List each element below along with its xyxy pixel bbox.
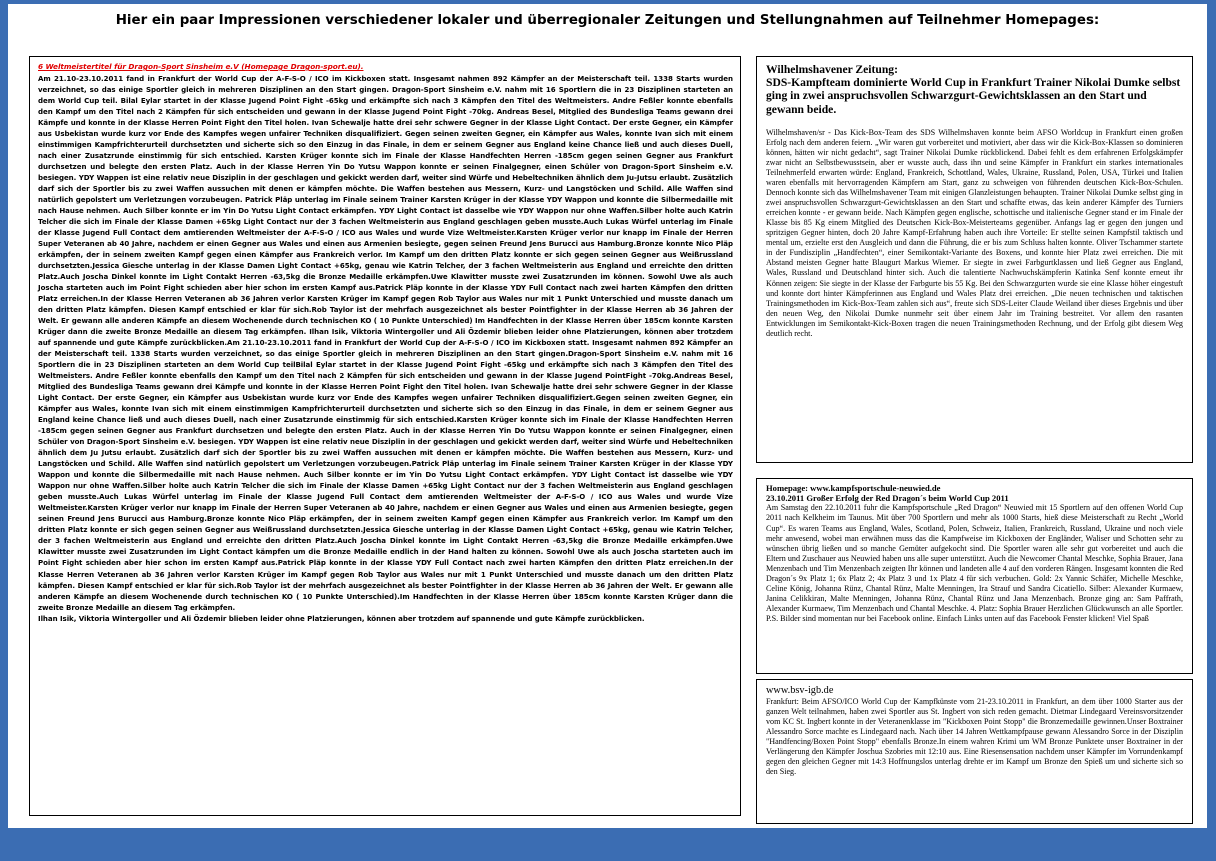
bsv-article: [756, 679, 1193, 824]
kampfsportschule-article: [756, 478, 1193, 674]
wilhelmshaven-body: Wilhelmshaven/sr - Das Kick-Box-Team des SDS Wilhelmshaven konnte beim AFSO Worldcup in Frankfurt einen großen Erfolg nach dem anderen feiern. „Wir waren gut vorbereitet und motiviert, aber dass wir die Kick-Box-Klassen so dominieren können, hätten wir nicht gedacht“, sagt Trainer Nikolai Dumke rückblickend. Dabei fehlt es dem erfahrenen Erfolgskämpfer zwar nicht an Selbstbewusstsein, aber er wusste auch, dass ihn und seine Kämpfer in Frankfurt ein starkes internationales Teilnehmerfeld erwarten würde: England, Frankreich, Schottland, Wales, Ukraine, Russland, Polen, USA, Türkei und Italien waren ebenfalls mit hervorragenden Kämpfern am Start, ganz zu schweigen von führenden deutschen Kick-Box-Schulen. Dennoch konnte sich das Wilhelmshavener Team mit einigen Glanzleistungen behaupten. Trainer Nikolai Dumke selbst ging in zwei anspruchsvollen Schwarzgurt-Gewichtsklassen an den Start und schaffte etwas, das kein anderer Kämpfer des Turniers erreichen konnte - er gewann beide. Nach Kämpfen gegen englische, schottische und italienische Gegner stand er im Finale der Klasse bis 85 Kg einem Mitglied des Deutschen Kick-Box-Meisterteams gegenüber. Anfangs lag er gegen den jungen und spritzigen Gegner hinten, doch 20 Jahre Kampf-Erfahrung haben auch ihre Vorteile: Er stellte seinen Kampfstil taktisch und mental um, erzielte erst den Ausgleich und dann die Führung, die er bis zum Schluss halten konnte. Oliver Tschammer startete in der Fundisziplin „Handfechten“, einer Semikontakt-Variante des Boxens, und konnte hier Platz zwei erreichen. Die mit Abstand meisten Gegner hatte Blaugurt Markus Wiemer. Er siegte in zwei Farbgurtklassen und ließ Gegner aus England, Wales, Russland und Deutschland hinter sich. Auch die talentierte Nachwuchskämpferin Katinka Senf konnte erneut ihr Können zeigen: Sie siegte in der Klasse der Farbgurte bis 55 Kg. Bei den Schwarzgurten wurde sie eine Klasse höher eingestuft und konnte dort hinter Kämpferinnen aus England und Wales Platz drei erreichen. „Die neuen technischen und taktischen Trainingsmethoden im Kick-Box-Team zahlen sich aus“, freute sich SDS-Leiter Claude Weiland über dieses Ergebnis und über den neuen Weg, den Nikolai Dumke nunmehr seit über einem Jahr im Training bestreitet. Vor allem den rasanten Entwicklungen im Semikontakt-Kick-Boxen tragen die neuen Trainingsmethoden Rechnung, und der Erfolg gibt diesem Weg deutlich recht.: [766, 127, 1183, 338]
wilhelmshaven-article: [756, 56, 1193, 463]
dragon-sport-heading: 6 Weltmeistertitel für Dragon-Sport Sinsheim e.V (Homepage Dragon-sport.eu).: [38, 62, 364, 71]
page-title: Hier ein paar Impressionen verschiedener lokaler und überregionaler Zeitungen und Stellungnahmen auf Teilnehmer Homepages:: [115, 13, 1100, 28]
dragon-sport-body: Am 21.10-23.10.2011 fand in Frankfurt der World Cup der A-F-S-O / ICO im Kickboxen statt. Insgesamt nahmen 892 Kämpfer an der Meisterschaft teil. 1338 Starts wurden verzeichnet, so das einige Sportler gleich in mehreren Disziplinen an den Start gingen. Dragon-Sport Sinsheim e.V. nahm mit 16 Sportlern die in 23 Disziplinen starteten an dem World Cup teil. Bilal Eylar startet in der Klasse Jugend Point Fight -65kg und erkämpfte sich nach 3 Kämpfen den Titel des Weltmeisters. Andre Feßler konnte ebenfalls den Kampf um den Titel nach 2 Kämpfen für sich entscheiden und gewann in der Klasse Jugend Point Fight -70kg. Andreas Besel, Mitglied des Bundesliga Teams gewann drei Kämpfe und konnte in der Klasse Herren Point Fight den Titel holen. Ivan Schewalje hatte drei sehr schwere Gegner in der Klasse Light Contact. Der erste Gegner, ein Kämpfer aus Usbekistan wurde kurz vor Ende des Kampfes wegen unfairer Techniken disqualifiziert. Gegen seinen zweiten Gegner, ein Kämpfer aus Wales, konnte Ivan sich mit einem einstimmigen Kampfrichterurteil durchsetzten und sicherte sich so den Einzug in das Finale, in dem er seinem Gegner aus England keine Chance ließ und auch dieses Duell, nach einer Zusatzrunde einstimmig für sich entschied. Karsten Krüger konnte sich im Finale der Klasse Handfechten Herren -185cm gegen seinen Gegner aus Frankfurt durchsetzen und belegte den ersten Platz. Auch in der Klasse Herren Yin Do Yutsu Wappon konnte er seinen Finalgegner, einen Schüler von Dragon-Sport Sinsheim e.V. besiegen. YDY Wappen ist eine relativ neue Disziplin in der geschlagen und gekickt werden darf, weiter sind Würfe und Hebeltechniken ähnlich dem Ju-Jutsu erlaubt. Zusätzlich darf sich der Sportler bis zu zwei Waffen aussuchen mit denen er kämpfen möchte. Die Waffen bestehen aus Messern, Kurz- und Langstöcken und Schild. Alle Waffen sind natürlich gepolstert um Verletzungen vorzubeugen. Patrick Pläp unterlag im Finale seinem Trainer Karsten Krüger in der Klasse YDY Wappon und konnte die Silbermedaille mit nach Hause nehmen. Auch Silber konnte er im Yin Do Yutsu Light Contact erkämpfen. YDY Light Contact ist dasselbe wie YDY Wappon nur ohne Waffen.Silber holte auch Katrin Telcher die sich im Finale der Klasse Damen +65kg Light Contact nur der 3 fachen Weltmeisterin aus England geschlagen geben musste.Auch Lukas Würfel unterlag im Finale der Klasse Jugend Full Contact dem amtierenden Weltmeister der A-F-S-O / ICO aus Wales und wurde Vize Weltmeister.Karsten Krüger verlor nur knapp im Finale der Herren Super Veteranen ab 40 Jahre, nachdem er einen Gegner aus Wales und einen aus Armenien besiegte, gegen seinen Freund Jens Burucci aus Hamburg.Bronze konnte Nico Pläp erkämpfen, der in seinem zweiten Kampf gegen einen Kämpfer aus Frankreich verlor. Im Kampf um den dritten Platz konnte er sich gegen seinen Gegner aus Weißrussland durchsetzten.Jessica Giesche unterlag in der Klasse Damen Light Contact +65kg, genau wie Katrin Telcher, der 3 fachen Weltmeisterin aus England und erreichte den dritten Platz.Auch Joscha Dinkel konnte im Light Contakt Herren -63,5kg die Bronze Medaille erkämpfen.Uwe Klawitter musste zwei Zusatzrunden im können. Sowohl Uwe als auch Joscha starteten auch im Point Fight schieden aber hier schon im ersten Kampf aus.Patrick Pläp konnte in der Klasse YDY Full Contact nach zwei harten Kämpfen den dritten Platz erreichen.In der Klasse Herren Veteranen ab 36 Jahren verlor Karsten Krüger im Kampf gegen Rob Taylor aus Wales nur mit 1 Punkt Unterschied und musste danach um den dritten Platz kämpfen. Diesen Kampf entschied er klar für sich.Rob Taylor ist der mehrfach ausgezeichnet als bester Pointfighter in der Klasse Herren ab 36 Jahren der Welt. Er gewann alle anderen Kämpfe an diesem Wochenende durch technischen KO ( 10 Punkte Unterschied) Im Handfechten in der Klasse Herren über 185cm konnte Karsten Krüger dann die zweite Bronze Medaille an diesem Tag erkämpfen. Ilhan Isik, Viktoria Wintergoller und Ali Özdemir blieben leider ohne Platzierungen, können aber trotzdem auf spannende und gute Kämpfe zurückblicken.Am 21.10-23.10.2011 fand in Frankfurt der World Cup der A-F-S-O / ICO im Kickboxen statt. Insgesamt nahmen 892 Kämpfer an der Meisterschaft teil. 1338 Starts wurden verzeichnet, so das einige Sportler gleich in mehreren Disziplinen an den Start gingen.Dragon-Sport Sinsheim e.V. nahm mit 16 Sportlern die in 23 Disziplinen starteten an dem World Cup teilBilal Eylar startet in der Klasse Jugend Point Fight -65kg und erkämpfte sich nach 3 Kämpfen den Titel des Weltmeisters. Andre Feßler konnte ebenfalls den Kampf um den Titel nach 2 Kämpfen für sich entscheiden und gewann in der Klasse Jugend PointFight -70kg.Andreas Besel, Mitglied des Bundesliga Teams gewann drei Kämpfe und konnte in der Klasse Herren Point Fight den Titel holen. Ivan Schewalje hatte drei sehr schwere Gegner in der Klasse Light Contact. Der erste Gegner, ein Kämpfer aus Usbekistan wurde kurz vor Ende des Kampfes wegen unfairer Techniken disqualifiziert.Gegen seinen zweiten Gegner, ein Kämpfer aus Wales, konnte Ivan sich mit einem einstimmigen Kampfrichterurteil durchsetzten und sicherte sich so den Einzug in das Finale, in dem er seinem Gegner aus England keine Chance ließ und auch dieses Duell, nach einer Zusatzrunde einstimmig für sich entschied.Karsten Krüger konnte sich im Finale der Klasse Handfechten Herren -185cm gegen seinen Gegner aus Frankfurt durchsetzen und belegte den ersten Platz. Auch in der Klasse Herren Yin Do Yutsu Wappon konnte er seinen Finalgegner, einen Schüler von Dragon-Sport Sinsheim e.V. besiegen. YDY Wappen ist eine relativ neue Disziplin in der geschlagen und gekickt werden darf, weiter sind Würfe und Hebeltechniken ähnlich dem Ju Jutsu erlaubt. Zusätzlich darf sich der Sportler bis zu zwei Waffen aussuchen mit denen er kämpfen möchte. Die Waffen bestehen aus Messern, Kurz- und Langstöcken und Schild. Alle Waffen sind natürlich gepolstert um Verletzungen vorzubeugen.Patrick Pläp unterlag im Finale seinem Trainer Karsten Krüger in der Klasse YDY Wappon und konnte die Silbermedaille mit nach Hause nehmen. Auch Silber konnte er im Yin Do Yutsu Light Contact erkämpfen. YDY Light Contact ist dasselbe wie YDY Wappon nur ohne Waffen.Silber holte auch Katrin Telcher die sich im Finale der Klasse Damen +65kg Light Contact nur der 3 fachen Weltmeisterin aus England geschlagen geben musste.Auch Lukas Würfel unterlag im Finale der Klasse Jugend Full Contact dem amtierenden Weltmeister der A-F-S-O / ICO aus Wales und wurde Vize Weltmeister.Karsten Krüger verlor nur knapp im Finale der Herren Super Veteranen ab 40 Jahre, nachdem er einen Gegner aus Wales und einen aus Armenien besiegte, gegen seinen Freund Jens Burucci aus Hamburg.Bronze konnte Nico Pläp erkämpfen, der in seinem zweiten Kampf gegen einen Kämpfer aus Frankreich verlor. Im Kampf um den dritten Platz konnte er sich gegen seinen Gegner aus Weißrussland durchsetzten.Jessica Giesche unterlag in der Klasse Damen Light Contact +65kg, genau wie Katrin Telcher, der 3 fachen Weltmeisterin aus England und erreichte den dritten Platz.Auch Joscha Dinkel konnte im Light Contakt Herren -63,5kg die Bronze Medaille erkämpfen.Uwe Klawitter musste zwei Zusatzrunden im Light Contact kämpfen um die Bronze Medaille endlich in der Hand halten zu können. Sowohl Uwe als auch Joscha starteten auch im Point Fight schieden aber hier schon im ersten Kampf aus.Patrick Pläp konnte in der Klasse YDY Full Contact nach zwei harten Kämpfen den dritten Platz erreichen.In der Klasse Herren Veteranen ab 36 Jahren verlor Karsten Krüger im Kampf gegen Rob Taylor aus Wales nur mit 1 Punkt Unterschied und musste danach um den dritten Platz kämpfen. Diesen Kampf entschied er klar für sich.Rob Taylor ist der mehrfach ausgezeichnet als bester Pointfighter in der Klasse Herren ab 36 Jahren der Welt. Er gewann alle anderen Kämpfe an diesem Wochenende durch technischen KO ( 10 Punkte Unterschied).Im Handfechten in der Klasse Herren über 185cm konnte Karsten Krüger dann die zweite Bronze Medaille an diesem Tag erkämpfen.: [38, 73, 733, 612]
dragon-sport-closing: Ilhan Isik, Viktoria Wintergoller und Ali Özdemir blieben leider ohne Platzierungen, können aber trotzdem auf spannende und gute Kämpfe zurückblicken.: [38, 613, 645, 623]
kampfsportschule-body: Am Samstag den 22.10.2011 fuhr die Kampfsportschule „Red Dragon“ Neuwied mit 15 Sportlern auf den offenen World Cup 2011 nach Kelkheim im Taunus. Mit über 700 Sportlern und mehr als 1000 Starts, hieß diese Meisterschaft zu Recht „World Cup“. Es waren Teams aus England, Wales, Scotland, Polen, Schweiz, Italien, Frankreich, Russland, Ukraine und noch viele mehr anwesend, wobei man erwähnen muss das die Kampfweise im Kickboxen der Engländer, Waliser und Schotten sehr zu wünschen übrig ließen und so manche Gemüter aufgekocht sind. Die Sportler waren alle sehr gut vorbereitet und auch die Eltern und Zuschauer aus Neuwied haben uns alle super unterstützt. Auch die Newcomer Chantal Meschke, Sophia Brauer, Jana Menzenbach und Tim Menzenbach zeigten Ihr können und landeten alle 4 auf den vorderen Rängen. Insgesamt konnten die Red Dragon´s 9x Platz 1; 6x Platz 2; 4x Platz 3 und 1x Platz 4 für sich verbuchen. Gold: 2x Yannic Schäfer, Michelle Meschke, Celine König, Johanna Rünz, Chantal Rünz, Malte Menningen, Ira Strauf und Sandra Cicatiello. Silber: Alexander Kurmaew, Janina Celikkiran, Malte Menningen, Johanna Rünz, Chantal Rünz und Jana Menzenbach. Bronze ging an: Sam Paffrath, Alexander Kurmaew, Tim Menzenbach und Chantal Meschke. 4. Platz: Sophia Brauer Herzlichen Glückwunsch an alle Sportler. P.S. Bilder sind momentan nur bei Facebook online. Einfach Links unten auf das Facebook Fenster klicken! Viel Spaß: [766, 503, 1183, 623]
kampfsportschule-headline: 23.10.2011 Großer Erfolg der Red Dragon´s beim World Cup 2011: [766, 493, 1009, 504]
dragon-sport-body-wrapper: [38, 62, 733, 624]
wilhelmshaven-headline: SDS-Kampfteam dominierte World Cup in Frankfurt Trainer Nikolai Dumke selbst ging in zwei anspruchsvollen Schwarzgurt-Gewichtsklassen an den Start und gewann beide.: [766, 76, 1181, 116]
wilhelmshaven-source: Wilhelmshavener Zeitung:: [766, 63, 898, 76]
bsv-source: www.bsv-igb.de: [766, 685, 834, 696]
page-sheet: [8, 4, 1207, 828]
dragon-sport-article: [29, 56, 741, 816]
kampfsportschule-source: Homepage: www.kampfsportschule-neuwied.de: [766, 483, 941, 493]
bsv-body: Frankfurt: Beim AFSO/ICO World Cup der Kampfkünste vom 21-23.10.2011 in Frankfurt, an dem über 1000 Starter aus der ganzen Welt teilnahmen, haben zwei Sportler aus St. Ingbert von sich reden gemacht. Dietmar Lindegaard Vereinsvorsitzender vom KC St. Ingbert konnte in der Veteranenklasse im "Kickboxen Point Stopp" die Bronzemedaille gewinnen.Unser Boxtrainer Alessandro Sorce machte es Lindegaard nach. Nach über 14 Jahren Wettkampfpause gewann Alessandro Sorce in der Disziplin "Handfencing/Boxen Point Stopp" ebenfalls Bronze.In einem wahren Krimi um WM Bronze Punktete unser Boxtrainer in der Verlängerung den Kämpfer Joschua Szobries mit 12:10 aus. Eine Riesensensation nachdem unser Kämpfer im Vorrundenkampf gegen den gleichen Gegner mit 14:3 Hoffnungslos unterlag drehte er im Kampf um Bronze den Spieß um und sicherte sich so den Sieg.: [766, 697, 1183, 777]
